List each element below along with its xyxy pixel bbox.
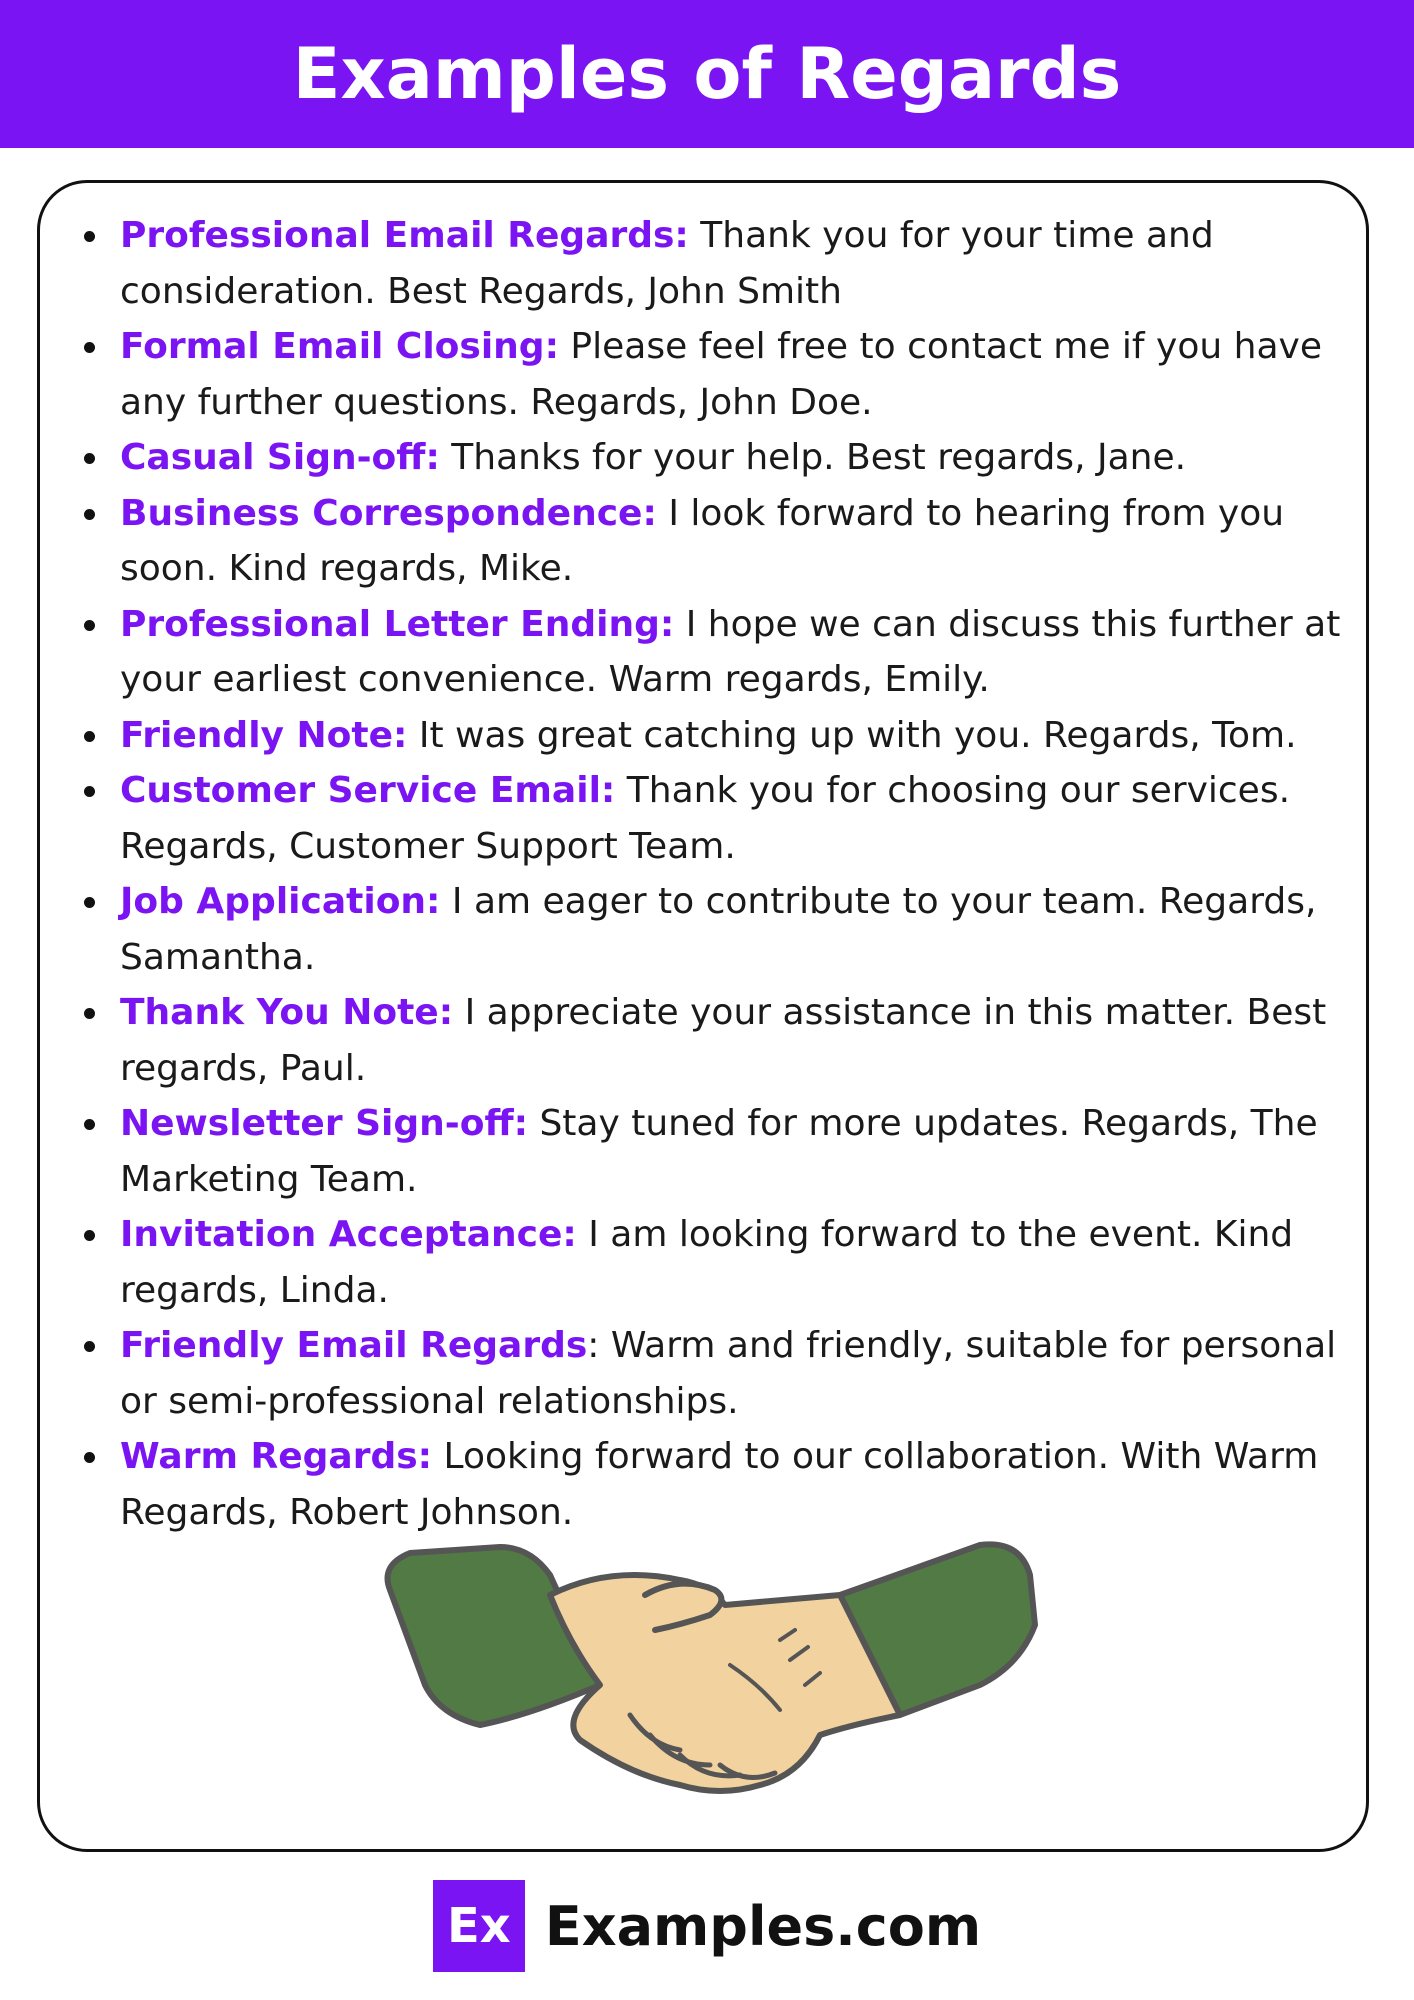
item-text: Stay tuned for more updates. Regards, The <box>528 1103 1318 1144</box>
item-line <box>120 1429 1344 1485</box>
footer <box>0 1876 1414 1976</box>
bullet-icon <box>84 620 95 631</box>
item-line <box>120 985 1344 1041</box>
page-title: Examples of Regards <box>292 33 1122 115</box>
bullet-icon <box>84 342 95 353</box>
item-term: Friendly Note: <box>120 714 408 756</box>
item-line <box>120 208 1344 264</box>
item-line <box>120 1096 1344 1152</box>
bullet-icon <box>84 897 95 908</box>
item-term: Customer Service Email: <box>120 770 616 811</box>
item-text: Thanks for your help. Best regards, Jane. <box>439 437 1187 478</box>
item-line: any further questions. Regards, John Doe. <box>120 381 873 423</box>
list-item <box>84 1318 1344 1429</box>
list-item <box>84 763 1344 874</box>
item-text: I am eager to contribute to your team. Regards, <box>440 881 1317 922</box>
item-line <box>120 597 1344 653</box>
bullet-icon <box>84 1008 95 1019</box>
item-term: Professional Email Regards: <box>120 215 689 256</box>
item-term: Invitation Acceptance: <box>120 1214 577 1255</box>
site-logo: Ex <box>433 1880 525 1972</box>
bullet-icon <box>84 231 95 242</box>
bullet-icon <box>84 731 95 742</box>
item-line <box>120 1318 1344 1374</box>
list-item <box>84 985 1344 1096</box>
item-line: regards, Linda. <box>120 1269 389 1311</box>
item-term: Thank You Note: <box>120 992 454 1033</box>
list-item <box>84 430 1344 486</box>
item-text: I hope we can discuss this further at <box>674 603 1341 645</box>
item-text: Looking forward to our collaboration. With Warm <box>432 1436 1319 1477</box>
item-text: It was great catching up with you. Regards, Tom. <box>407 714 1297 756</box>
examples-list <box>84 208 1344 1540</box>
item-line: your earliest convenience. Warm regards, Emily. <box>120 659 990 700</box>
item-text: I appreciate your assistance in this matter. Best <box>453 992 1327 1033</box>
item-line: soon. Kind regards, Mike. <box>120 548 574 589</box>
item-line <box>120 708 1344 764</box>
item-line <box>120 1207 1344 1263</box>
item-text: I look forward to hearing from you <box>656 492 1285 534</box>
list-item <box>84 708 1344 764</box>
list-item <box>84 1207 1344 1318</box>
item-line: Samantha. <box>120 936 316 978</box>
item-term: Casual Sign-off: <box>120 437 440 478</box>
hands <box>550 1575 900 1791</box>
bullet-icon <box>84 1230 95 1241</box>
handshake-icon <box>380 1535 1040 1805</box>
item-text: Thank you for choosing our services. <box>615 770 1291 811</box>
item-term: Newsletter Sign-off: <box>120 1103 529 1144</box>
item-line: regards, Paul. <box>120 1047 367 1089</box>
list-item <box>84 208 1344 319</box>
bullet-icon <box>84 1341 95 1352</box>
item-line: or semi-professional relationships. <box>120 1380 739 1422</box>
item-line: Marketing Team. <box>120 1158 418 1200</box>
bullet-icon <box>84 453 95 464</box>
item-text: Please feel free to contact me if you have <box>558 326 1322 367</box>
list-item <box>84 486 1344 597</box>
list-item <box>84 1096 1344 1207</box>
bullet-icon <box>84 1452 95 1463</box>
bullet-icon <box>84 786 95 797</box>
item-term: Friendly Email Regards <box>120 1325 588 1366</box>
item-line <box>120 486 1344 542</box>
item-text: : Warm and friendly, suitable for personal <box>587 1325 1337 1366</box>
item-term: Professional Letter Ending: <box>120 603 675 645</box>
item-text: Thank you for your time and <box>688 215 1214 256</box>
bullet-icon <box>84 1119 95 1130</box>
item-line <box>120 319 1344 375</box>
item-line: Regards, Customer Support Team. <box>120 825 736 867</box>
list-item <box>84 319 1344 430</box>
item-term: Business Correspondence: <box>120 492 657 534</box>
site-name: Examples.com <box>544 1894 982 1958</box>
list-item <box>84 874 1344 985</box>
item-term: Warm Regards: <box>120 1436 433 1477</box>
item-line <box>120 874 1344 930</box>
item-line <box>120 763 1344 819</box>
list-item <box>84 1429 1344 1540</box>
item-line <box>120 430 1344 486</box>
item-term: Formal Email Closing: <box>120 326 559 367</box>
item-term: Job Application: <box>120 881 441 922</box>
list-item <box>84 597 1344 708</box>
item-line: Regards, Robert Johnson. <box>120 1491 574 1533</box>
item-text: I am looking forward to the event. Kind <box>576 1214 1294 1255</box>
item-line: consideration. Best Regards, John Smith <box>120 270 842 312</box>
bullet-icon <box>84 509 95 520</box>
header-banner <box>0 0 1414 148</box>
